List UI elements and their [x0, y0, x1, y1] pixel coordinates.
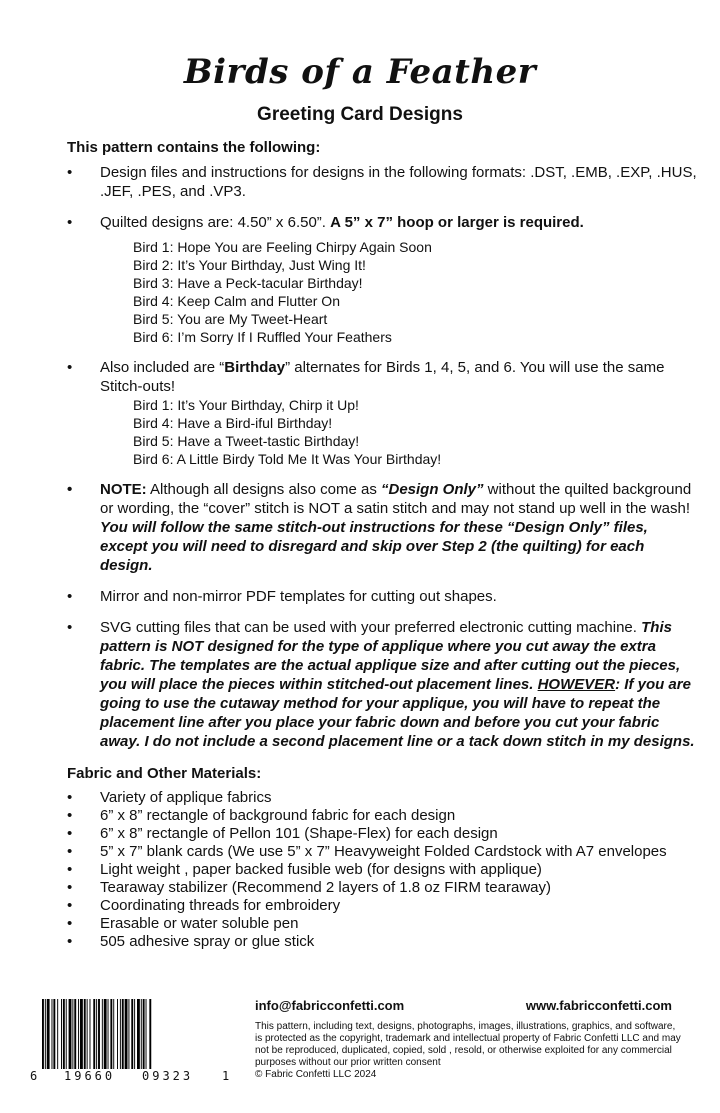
bird-item: Bird 5: You are My Tweet-Heart — [133, 311, 328, 327]
barcode-bar — [122, 999, 124, 1069]
list-item-svg — [67, 618, 697, 751]
material-text: Tearaway stabilizer (Recommend 2 layers of 1.8 oz FIRM tearaway) — [100, 879, 551, 896]
material-text: Variety of applique fabrics — [100, 789, 272, 806]
svg-text-b: This pattern is NOT designed for the type of applique where you cut away the extra fabric. The templates are the actual applique size and after cutting out the pieces, you will place the pieces within stitched-out placement lines. — [100, 619, 681, 693]
bullet: • — [67, 481, 73, 498]
barcode-bar — [141, 999, 142, 1069]
barcode-bar — [87, 999, 88, 1069]
barcode-bar — [78, 999, 79, 1069]
birthday-text-b: ” alternates for Birds 1, 4, 5, and 6. You will use the same Stitch-outs! — [100, 359, 665, 395]
alternate-item: Bird 5: Have a Tweet-tastic Birthday! — [133, 433, 360, 449]
birthday-text-a: Also included are “ — [100, 359, 225, 376]
material-text: 5” x 7” blank cards (We use 5” x 7” Heavyweight Folded Cardstock with A7 envelopes — [100, 843, 667, 860]
barcode-bar — [69, 999, 72, 1069]
barcode-bar — [45, 999, 46, 1069]
copyright-text: © Fabric Confetti LLC 2024 — [255, 1069, 377, 1080]
barcode-bar — [98, 999, 100, 1069]
bird-item: Bird 4: Keep Calm and Flutter On — [133, 293, 340, 309]
barcode-bar — [47, 999, 50, 1069]
list-item-templates — [67, 587, 697, 606]
barcode-digit-first: 6 — [30, 1069, 38, 1083]
material-item — [67, 843, 697, 861]
svg-however: HOWEVER — [537, 676, 616, 693]
bullet: • — [67, 933, 73, 950]
barcode-bar — [52, 999, 53, 1069]
material-item — [67, 933, 697, 951]
bullet: • — [67, 915, 73, 932]
formats-text: Design files and instructions for designs in the following formats: .DST, .EMB, .EXP, .HUS, .JEF, .PES, and .VP3. — [100, 164, 697, 200]
legal-notice — [255, 1021, 685, 1081]
legal-text: This pattern, including text, designs, photographs, images, illustrations, graphics, and software, is protected as the copyright, trademark and intellectual property of Fabric Confetti LLC and may not be reproduced, duplicated, copied, sold , resold, or otherwise exploited for any commercial purposes without our prior written consent — [255, 1021, 681, 1068]
barcode-bar — [113, 999, 114, 1069]
barcode-digits-right: 09323 — [142, 1069, 194, 1083]
barcode-bar — [74, 999, 76, 1069]
list-item-birthday — [67, 358, 697, 468]
material-item — [67, 861, 697, 879]
website-link[interactable]: www.fabricconfetti.com — [525, 998, 672, 1013]
material-item — [67, 789, 697, 807]
barcode-bar — [96, 999, 97, 1069]
material-item — [67, 807, 697, 825]
bullet: • — [67, 359, 73, 376]
barcode-bar — [108, 999, 109, 1069]
barcode-bar — [72, 999, 73, 1069]
barcode-bars — [40, 999, 220, 1069]
bullet: • — [67, 825, 73, 842]
material-text: Light weight , paper backed fusible web (for designs with applique) — [100, 861, 542, 878]
barcode-bar — [90, 999, 91, 1069]
bullet: • — [67, 789, 73, 806]
barcode-bar — [93, 999, 95, 1069]
bullet: • — [67, 879, 73, 896]
barcode-bar — [57, 999, 58, 1069]
alternate-item: Bird 4: Have a Bird-iful Birthday! — [133, 415, 333, 431]
barcode-bar — [42, 999, 44, 1069]
barcode-bar — [149, 999, 151, 1069]
list-item-note — [67, 480, 697, 575]
bird-item: Bird 6: I’m Sorry If I Ruffled Your Feathers — [133, 329, 392, 345]
svg-text-a: SVG cutting files that can be used with your preferred electronic cutting machine. — [100, 619, 642, 636]
birthday-word: Birthday — [224, 359, 286, 376]
page-subtitle: Greeting Card Designs — [257, 104, 463, 125]
material-item — [67, 825, 697, 843]
templates-text: Mirror and non-mirror PDF templates for cutting out shapes. — [100, 588, 497, 605]
barcode-bar — [131, 999, 133, 1069]
note-text-c: You will follow the same stitch-out instructions for these “Design Only” files, except you will need to disregard and skip over Step 2 (the quilting) for each design. — [100, 519, 648, 574]
materials-list — [67, 789, 697, 951]
barcode-bar — [66, 999, 67, 1069]
material-text: 6” x 8” rectangle of background fabric for each design — [100, 807, 456, 824]
material-item — [67, 915, 697, 933]
barcode-bar — [63, 999, 65, 1069]
note-text-b: without the quilted background or wording, the “cover” stitch is NOT a satin stitch and may not stand up well in the wash! — [100, 481, 692, 517]
barcode-bar — [120, 999, 121, 1069]
barcode-bar — [61, 999, 62, 1069]
bird-item: Bird 1: Hope You are Feeling Chirpy Again Soon — [133, 239, 432, 255]
barcode-bar — [128, 999, 129, 1069]
bullet: • — [67, 897, 73, 914]
bullet: • — [67, 619, 73, 636]
bird-list — [100, 238, 697, 346]
barcode-bar — [102, 999, 103, 1069]
material-text: Coordinating threads for embroidery — [100, 897, 341, 914]
page-title: Birds of a Feather — [183, 52, 537, 92]
material-text: 6” x 8” rectangle of Pellon 101 (Shape-Flex) for each design — [100, 825, 498, 842]
bird-item: Bird 3: Have a Peck-tacular Birthday! — [133, 275, 363, 291]
quilted-text: Quilted designs are: 4.50” x 6.50”. — [100, 214, 331, 231]
barcode-bar — [134, 999, 135, 1069]
contact-email[interactable]: info@fabricconfetti.com — [255, 998, 405, 1013]
bullet: • — [67, 807, 73, 824]
materials-heading: Fabric and Other Materials: — [67, 765, 262, 782]
note-text-a: Although all designs also come as — [146, 481, 381, 498]
bullet: • — [67, 214, 73, 231]
barcode — [30, 999, 230, 1089]
barcode-bar — [80, 999, 83, 1069]
alternate-item: Bird 1: It’s Your Birthday, Chirp it Up! — [133, 397, 359, 413]
barcode-bar — [143, 999, 145, 1069]
barcode-bar — [53, 999, 55, 1069]
barcode-bar — [104, 999, 107, 1069]
bullet: • — [67, 588, 73, 605]
barcode-bar — [146, 999, 147, 1069]
alternate-list — [100, 396, 697, 468]
barcode-bar — [137, 999, 140, 1069]
list-item-formats — [67, 163, 697, 201]
barcode-bar — [125, 999, 128, 1069]
intro-heading: This pattern contains the following: — [67, 139, 321, 156]
material-item — [67, 897, 697, 915]
bullet: • — [67, 843, 73, 860]
contents-list — [67, 163, 697, 751]
svg-text-c: : If you are going to use the cutaway method for your applique, you will have to repeat the placement line after you place your fabric down and before you cut your fabric away. I do not include a second placement line or a tack down stitch in my designs. — [100, 676, 695, 750]
bird-item: Bird 2: It’s Your Birthday, Just Wing It! — [133, 257, 366, 273]
list-item-quilted — [67, 213, 697, 346]
material-item — [67, 879, 697, 897]
note-design-only: “Design Only” — [380, 481, 484, 498]
barcode-digit-last: 1 — [222, 1069, 230, 1083]
barcode-bar — [117, 999, 118, 1069]
barcode-bar — [110, 999, 112, 1069]
material-text: 505 adhesive spray or glue stick — [100, 933, 315, 950]
hoop-requirement: A 5” x 7” hoop or larger is required. — [330, 214, 584, 231]
alternate-item: Bird 6: A Little Birdy Told Me It Was Your Birthday! — [133, 451, 442, 467]
barcode-bar — [84, 999, 86, 1069]
bullet: • — [67, 164, 73, 181]
note-label: NOTE: — [100, 481, 147, 498]
bullet: • — [67, 861, 73, 878]
barcode-digits-left: 19660 — [64, 1069, 116, 1083]
material-text: Erasable or water soluble pen — [100, 915, 299, 932]
